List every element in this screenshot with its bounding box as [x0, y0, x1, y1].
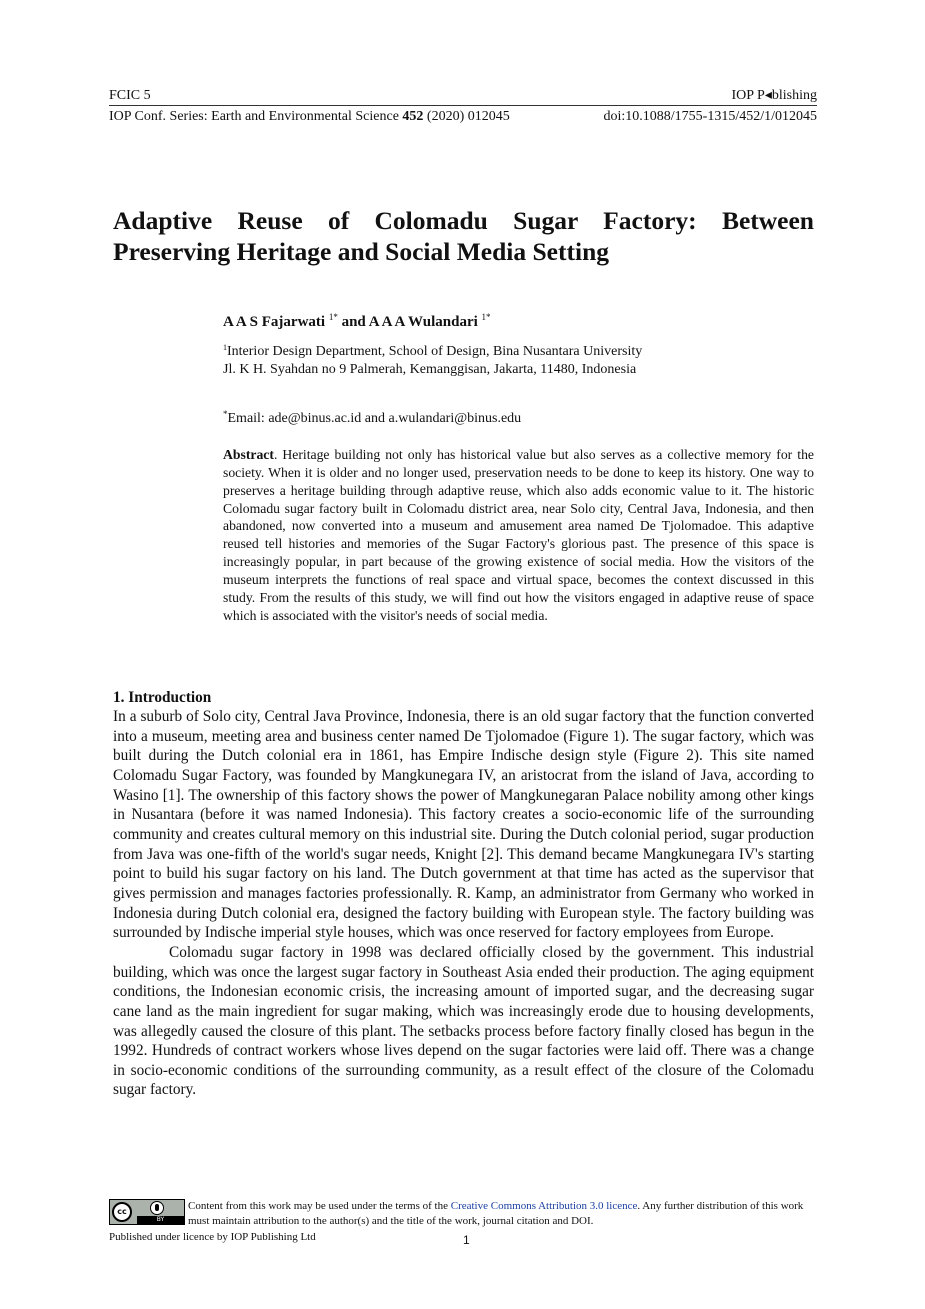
- license-pre: Content from this work may be used under the terms of the: [188, 1200, 448, 1212]
- license-link[interactable]: Creative Commons Attribution 3.0 licence: [450, 1200, 638, 1212]
- affil-line-1: Interior Design Department, School of Design, Bina Nusantara University: [227, 344, 643, 359]
- published-note: Published under licence by IOP Publishing Ltd: [109, 1231, 316, 1243]
- abstract-label: Abstract: [223, 447, 274, 462]
- cc-by-badge[interactable]: [109, 1199, 185, 1225]
- email-mark: *: [223, 409, 228, 419]
- author-2-affil-mark: 1*: [481, 312, 491, 322]
- section-heading: 1. Introduction: [113, 689, 212, 706]
- affil-mark: 1: [223, 343, 227, 352]
- publisher-name: IOP P◂blishing: [731, 88, 817, 103]
- year-article: (2020) 012045: [423, 109, 510, 124]
- introduction-body: [113, 707, 814, 1100]
- license-post: . Any further distribution of this work must maintain attribution to the author(s) and the title of the work, journal citation and DOI.: [188, 1200, 804, 1227]
- page-number: 1: [463, 1233, 470, 1247]
- email-text[interactable]: Email: ade@binus.ac.id and a.wulandari@binus.edu: [227, 411, 522, 426]
- by-icon: [150, 1201, 164, 1215]
- paragraph: Colomadu sugar factory in 1998 was declared officially closed by the government. This industrial building, which was once the largest sugar factory in Southeast Asia ended their production. The aging equipment conditions, the Indonesian economic crisis, the increasing amount of imported sugar, and the decreasing sugar cane land as the main ingredient for sugar making, which was increasingly erode due to housing developments, was allegedly caused the closure of this plant. The setbacks process before factory finally closed has begun in the 1992. Hundreds of contract workers whose lives depend on the sugar factories were laid off. There was a change in socio-economic conditions of the surrounding community, as a result effect of the closure of the Colomadu sugar factory.: [113, 943, 814, 1099]
- abstract-text: . Heritage building not only has historical value but also serves as a collective memory for the society. When it is older and no longer used, preservation needs to be done to keep its history. One way to preserves a heritage building through adaptive reuse, which also adds economic value to it. The historic Colomadu sugar factory built in Colomadu district area, near Solo city, Central Java, Indonesia, and then abandoned, now converted into a museum and amusement area named De Tjolomadoe. This adaptive reused tell histories and memories of the Sugar Factory's glorious past. The presence of this space is increasingly popular, in part because of the growing existence of social media. How the visitors of the museum interprets the functions of real space and virtual space, becomes the context discussed in this study. From the results of this study, we will find out how the visitors engaged in adaptive reuse of space which is associated with the visitor's needs of social media.: [223, 447, 814, 623]
- journal-citation: [109, 109, 510, 125]
- abstract: [223, 446, 814, 624]
- running-header: [109, 88, 817, 106]
- conference-name: FCIC 5: [109, 88, 151, 103]
- paragraph: In a suburb of Solo city, Central Java Province, Indonesia, there is an old sugar factory that the function converted into a museum, meeting area and business center named De Tjolomadoe (Figure 1). The sugar factory, which was built during the Dutch colonial era in 1861, has Empire Indische design style (Figure 2). This site named Colomadu Sugar Factory, was founded by Mangkunegara IV, an aristocrat from the island of Java, according to Wasino [1]. The ownership of this factory shows the power of Mangkunegaran Palace nobility among other kings in Nusantara (before it was named Indonesia). This factory creates a socio-economic life of the surrounding community and creates cultural memory on this industrial site. During the Dutch colonial period, sugar production from Java was one-fifth of the world's sugar needs, Knight [2]. This demand became Mangkunegara IV's starting point to build his sugar factory on his land. The Dutch government at that time has acted as the supervisor that gives permission and manages factories professionally. R. Kamp, an administrator from Germany who worked in Indonesia during Dutch colonial era, designed the factory building with European style. The factory building was surrounded by Indische imperial style houses, which was once reserved for factory employees from Europe.: [113, 708, 814, 942]
- license-footer: [109, 1199, 821, 1231]
- author-joiner: and A A A Wulandari: [337, 314, 482, 330]
- series-name: IOP Conf. Series: Earth and Environmental Science: [109, 109, 403, 124]
- authors: [223, 312, 491, 331]
- by-label: BY: [137, 1216, 184, 1224]
- affil-line-2: Jl. K H. Syahdan no 9 Palmerah, Kemanggisan, Jakarta, 11480, Indonesia: [223, 361, 637, 377]
- email-line: [223, 409, 521, 427]
- paper-title: Adaptive Reuse of Colomadu Sugar Factory: Between Preserving Heritage and Social Media Setting: [113, 206, 814, 266]
- volume-number: 452: [402, 109, 424, 124]
- affiliation: [223, 339, 813, 378]
- author-1: A A S Fajarwati: [223, 314, 329, 330]
- doi[interactable]: doi:10.1088/1755-1315/452/1/012045: [603, 109, 817, 124]
- author-1-affil-mark: 1*: [328, 312, 338, 322]
- cc-icon: cc: [112, 1202, 132, 1222]
- license-text: [188, 1199, 821, 1229]
